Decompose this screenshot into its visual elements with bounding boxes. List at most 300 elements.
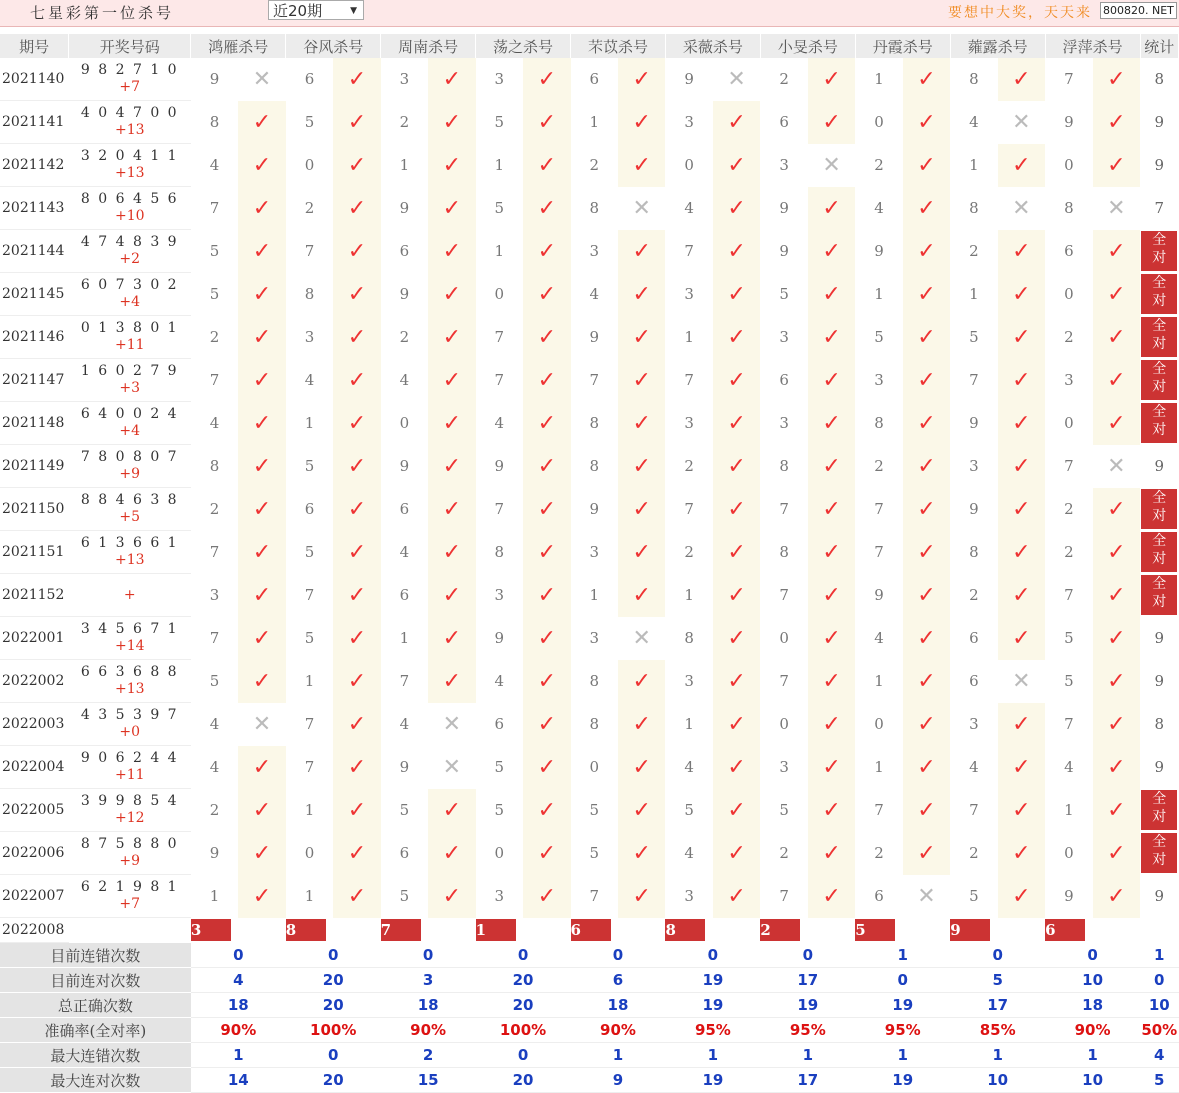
pick-result [903,230,950,273]
site-badge[interactable]: 800820. NET [1100,2,1177,19]
draw-cell [69,230,191,273]
pick-result [618,703,665,746]
check-icon: ✓ [632,367,651,393]
pick-result [618,187,665,230]
check-icon: ✓ [537,496,556,522]
all-correct-badge [1141,833,1177,873]
table-row [0,617,1179,660]
pick-result [713,144,760,187]
check-icon: ✓ [727,410,746,436]
summary-value: 4 [191,968,286,993]
pick-result [428,230,475,273]
col-header-expert: 采薇杀号 [665,34,760,58]
summary-value: 20 [476,968,571,993]
chevron-down-icon: ▼ [350,6,357,16]
pick-number: 4 [874,199,884,217]
all-correct-char: 全 [1152,232,1167,248]
check-icon: ✓ [1012,453,1031,479]
draw-plus: +4 [119,294,141,310]
pick-result [903,832,950,875]
check-icon: ✓ [1012,539,1031,565]
check-icon: ✓ [1107,883,1126,909]
table-row [0,574,1179,617]
pick-result [238,230,285,273]
pick-number: 5 [494,113,505,131]
current-pick-badge: 6 [1045,919,1085,941]
pick-result [903,359,950,402]
pick-result [618,531,665,574]
pick-number: 4 [684,844,694,862]
check-icon: ✓ [632,453,651,479]
pick-result [998,359,1045,402]
check-icon: ✓ [1107,496,1126,522]
check-icon: ✓ [917,539,936,565]
summary-value: 90% [1045,1018,1140,1043]
cross-icon: ✕ [442,754,462,780]
check-icon: ✓ [252,883,272,909]
current-pick [1045,918,1140,943]
check-icon: ✓ [1107,367,1126,393]
draw-plus: +12 [114,810,145,826]
draw-cell [69,832,191,875]
pick-number: 7 [494,328,505,346]
pick-number: 6 [1064,242,1074,260]
check-icon: ✓ [1107,324,1126,350]
pick-number: 3 [1064,371,1074,389]
pick-result [903,574,950,617]
check-icon: ✓ [917,754,936,780]
issue-cell: 2022004 [0,746,69,789]
pick-result [713,660,760,703]
pick-result [808,660,855,703]
summary-value: 19 [665,968,760,993]
summary-value: 20 [286,993,381,1018]
summary-value: 1 [191,1043,286,1068]
pick-number: 5 [1064,629,1074,647]
pick-number: 8 [589,457,600,475]
pick-result [428,402,475,445]
summary-value: 0 [571,943,666,968]
pick-result [618,101,665,144]
pick-number: 4 [304,371,315,389]
cross-icon: ✕ [917,883,936,909]
check-icon: ✓ [537,711,556,737]
issue-cell: 2021149 [0,445,69,488]
check-icon: ✓ [252,367,272,393]
pick-number: 9 [399,285,410,303]
check-icon: ✓ [1107,281,1126,307]
pick-result [903,402,950,445]
pick-number: 6 [399,586,410,604]
check-icon: ✓ [442,367,462,393]
summary-value: 17 [950,993,1045,1018]
check-icon: ✓ [727,539,746,565]
pick-number: 4 [969,758,979,776]
all-correct-char: 对 [1152,551,1167,567]
check-icon: ✓ [347,582,367,608]
pick-result [618,273,665,316]
pick-result [618,58,665,101]
check-icon: ✓ [1107,66,1126,92]
pick-result [713,703,760,746]
pick-number: 1 [399,156,410,174]
check-icon: ✓ [822,840,841,866]
issue-cell: 2021150 [0,488,69,531]
pick-number: 4 [399,715,410,733]
check-icon: ✓ [347,238,367,264]
all-correct-char: 对 [1152,594,1167,610]
pick-result [523,875,570,918]
pick-number: 1 [494,156,505,174]
check-icon: ✓ [252,496,272,522]
issue-cell: 2021143 [0,187,69,230]
pick-result [903,273,950,316]
pick-number: 6 [969,629,979,647]
check-icon: ✓ [252,238,272,264]
check-icon: ✓ [632,238,651,264]
table-row [0,531,1179,574]
summary-value: 18 [191,993,286,1018]
current-pick [760,918,855,943]
check-icon: ✓ [727,367,746,393]
pick-result [333,488,380,531]
current-pick-badge: 7 [381,919,421,941]
pick-result [808,58,855,101]
check-icon: ✓ [537,582,556,608]
pick-result [333,230,380,273]
pick-number: 5 [969,887,979,905]
check-icon: ✓ [822,410,841,436]
pick-result [903,144,950,187]
check-icon: ✓ [917,711,936,737]
col-header-draw: 开奖号码 [69,34,191,58]
all-correct-char: 对 [1152,809,1167,825]
pick-result [618,660,665,703]
check-icon: ✓ [1012,840,1031,866]
draw-digits: 0 1 3 8 0 1 [80,320,179,336]
pick-number: 3 [494,70,505,89]
check-icon: ✓ [1012,66,1031,92]
pick-number: 1 [969,156,979,174]
summary-value: 1 [571,1043,666,1068]
draw-digits: 7 8 0 8 0 7 [80,449,179,465]
summary-value: 5 [1140,1068,1178,1093]
pick-result [523,101,570,144]
stat-cell [1140,230,1178,273]
issue-cell: 2021145 [0,273,69,316]
summary-value: 1 [760,1043,855,1068]
draw-digits: 9 8 2 7 1 0 [80,62,179,78]
summary-label: 最大连对次数 [0,1068,191,1093]
pick-result [808,574,855,617]
check-icon: ✓ [632,539,651,565]
pick-number: 8 [304,285,315,303]
pick-result [523,144,570,187]
pick-result [998,488,1045,531]
stat-cell [1140,359,1178,402]
pick-result [523,660,570,703]
col-header-expert: 小旻杀号 [760,34,855,58]
check-icon: ✓ [442,195,462,221]
pick-number: 7 [494,371,505,389]
table-row [0,273,1179,316]
cross-icon: ✕ [727,66,746,92]
pick-result [523,789,570,832]
pick-result [333,574,380,617]
pick-result [523,574,570,617]
check-icon: ✓ [537,410,556,436]
table-row [0,789,1179,832]
pick-result [1093,359,1140,402]
pick-number: 3 [399,70,410,89]
pick-number: 8 [969,70,979,89]
summary-row [0,993,1179,1018]
check-icon: ✓ [632,410,651,436]
pick-result [808,445,855,488]
draw-digits: 6 2 1 9 8 1 [80,879,179,895]
pick-number: 5 [874,328,884,346]
pick-number: 4 [399,543,410,561]
pick-number: 5 [304,457,315,475]
pick-number: 9 [399,758,410,776]
promo-text[interactable]: 要想中大奖，天天来 [948,5,1092,21]
pick-result [713,875,760,918]
summary-value: 10 [950,1068,1045,1093]
check-icon: ✓ [727,109,746,135]
all-correct-char: 对 [1152,293,1167,309]
check-icon: ✓ [252,754,272,780]
pick-number: 7 [1064,457,1074,475]
pick-number: 8 [779,457,789,475]
check-icon: ✓ [537,840,556,866]
summary-value: 10 [1045,1068,1140,1093]
check-icon: ✓ [537,66,556,92]
pick-number: 0 [399,414,410,432]
summary-value: 19 [665,993,760,1018]
issue-cell: 2021146 [0,316,69,359]
pick-result [523,273,570,316]
pick-result [903,58,950,101]
pick-result [713,101,760,144]
pick-result [618,617,665,660]
pick-number: 0 [494,844,505,862]
issue-cell: 2021141 [0,101,69,144]
check-icon: ✓ [822,238,841,264]
pick-number: 8 [779,543,789,561]
pick-number: 8 [589,715,600,733]
stat-cell: 9 [1154,156,1165,174]
table-row [0,488,1179,531]
pick-number: 1 [589,113,600,131]
pick-result [808,359,855,402]
draw-digits: 4 0 4 7 0 0 [80,105,179,121]
current-pick [571,918,666,943]
pick-result [238,832,285,875]
pick-result [808,703,855,746]
draw-digits: 3 2 0 4 1 1 [80,148,179,164]
check-icon: ✓ [632,883,651,909]
col-header-expert: 浮萍杀号 [1045,34,1140,58]
check-icon: ✓ [917,66,936,92]
summary-value: 0 [191,943,286,968]
pick-result [998,316,1045,359]
period-select[interactable] [268,0,364,20]
draw-cell [69,574,191,617]
pick-number: 2 [1064,543,1074,561]
pick-number: 6 [874,887,884,905]
pick-result [903,875,950,918]
stat-cell: 9 [1154,629,1165,647]
draw-digits: 4 7 4 8 3 9 [80,234,179,250]
summary-value: 1 [1140,943,1178,968]
pick-number: 5 [969,328,979,346]
cross-icon: ✕ [1012,668,1031,694]
check-icon: ✓ [1012,152,1031,178]
check-icon: ✓ [347,453,367,479]
pick-number: 1 [304,801,315,819]
pick-number: 3 [494,887,505,905]
check-icon: ✓ [1107,582,1126,608]
pick-result [998,617,1045,660]
draw-plus: +7 [119,896,141,912]
col-header-expert: 鸿雁杀号 [191,34,286,58]
pick-result [713,273,760,316]
pick-result [998,144,1045,187]
summary-value: 20 [476,993,571,1018]
check-icon: ✓ [1012,496,1031,522]
check-icon: ✓ [347,152,367,178]
pick-result [238,531,285,574]
pick-number: 3 [779,414,789,432]
pick-number: 3 [779,328,789,346]
summary-value: 100% [286,1018,381,1043]
pick-number: 1 [399,629,410,647]
pick-number: 3 [684,285,694,303]
current-pick [476,918,571,943]
pick-result [333,101,380,144]
pick-result [428,273,475,316]
pick-result [1093,531,1140,574]
table-row [0,402,1179,445]
check-icon: ✓ [252,109,272,135]
current-issue: 2022008 [0,918,69,943]
pick-result [808,402,855,445]
pick-number: 3 [684,113,694,131]
draw-digits: 4 3 5 3 9 7 [80,707,179,723]
check-icon: ✓ [1012,324,1031,350]
pick-result [713,187,760,230]
pick-result [618,316,665,359]
summary-value: 0 [1140,968,1178,993]
pick-number: 3 [969,457,979,475]
current-pick-badge: 2 [760,919,800,941]
stat-cell [1140,789,1178,832]
check-icon: ✓ [632,711,651,737]
summary-value: 0 [950,943,1045,968]
pick-number: 2 [209,500,220,518]
pick-number: 7 [874,543,884,561]
pick-number: 8 [969,543,979,561]
pick-result [428,746,475,789]
issue-cell: 2022006 [0,832,69,875]
draw-plus: +2 [119,251,141,267]
check-icon: ✓ [1107,109,1126,135]
check-icon: ✓ [917,410,936,436]
pick-result [238,445,285,488]
check-icon: ✓ [1107,539,1126,565]
draw-cell [69,746,191,789]
pick-number: 1 [874,285,884,303]
stat-cell: 7 [1154,199,1165,217]
check-icon: ✓ [442,668,462,694]
check-icon: ✓ [1107,625,1126,651]
pick-result [618,230,665,273]
check-icon: ✓ [1012,281,1031,307]
pick-result [428,187,475,230]
pick-result [618,789,665,832]
issue-cell: 2022005 [0,789,69,832]
pick-result [998,875,1045,918]
period-select-value: 近20期 [273,2,323,20]
check-icon: ✓ [442,410,462,436]
check-icon: ✓ [822,668,841,694]
draw-plus: +9 [119,853,141,869]
pick-number: 5 [589,844,600,862]
pick-number: 5 [494,758,505,776]
pick-number: 7 [209,371,220,389]
summary-label: 总正确次数 [0,993,191,1018]
pick-number: 9 [589,500,600,518]
pick-number: 5 [209,242,220,260]
pick-number: 2 [874,156,884,174]
pick-result [428,101,475,144]
check-icon: ✓ [347,496,367,522]
summary-value: 1 [855,943,950,968]
pick-number: 8 [494,543,505,561]
pick-number: 0 [304,844,315,862]
check-icon: ✓ [1107,410,1126,436]
issue-cell: 2022003 [0,703,69,746]
all-correct-char: 全 [1152,404,1167,420]
check-icon: ✓ [347,66,367,92]
pick-number: 0 [684,156,694,174]
check-icon: ✓ [917,367,936,393]
summary-value: 15 [381,1068,476,1093]
draw-cell [69,531,191,574]
summary-value: 5 [950,968,1045,993]
pick-number: 9 [874,242,884,260]
check-icon: ✓ [347,324,367,350]
check-icon: ✓ [442,324,462,350]
summary-value: 18 [381,993,476,1018]
draw-plus: +13 [114,122,145,138]
draw-plus: +7 [119,79,141,95]
pick-result [808,789,855,832]
pick-number: 0 [1064,156,1074,174]
cross-icon: ✕ [252,66,272,92]
issue-cell: 2021140 [0,58,69,101]
pick-result [808,746,855,789]
pick-number: 2 [969,242,979,260]
pick-number: 8 [1064,199,1074,217]
pick-result [333,402,380,445]
check-icon: ✓ [822,539,841,565]
check-icon: ✓ [822,453,841,479]
check-icon: ✓ [727,754,746,780]
pick-result [808,316,855,359]
check-icon: ✓ [347,668,367,694]
pick-number: 2 [874,844,884,862]
